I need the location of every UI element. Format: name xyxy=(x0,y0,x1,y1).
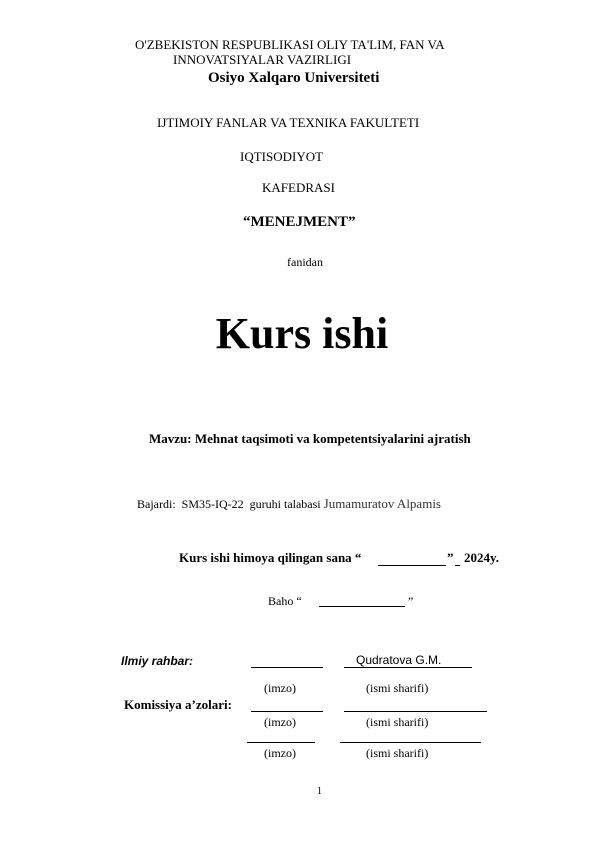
commission-name-line-1 xyxy=(344,711,487,712)
ministry-line-1: O'ZBEKISTON RESPUBLIKASI OLIY TA'LIM, FAN VA xyxy=(135,37,445,52)
ministry-line-2: INNOVATSIYALAR VAZIRLIGI xyxy=(173,52,352,67)
defense-date-blank xyxy=(378,565,446,566)
advisor-name-line xyxy=(344,667,472,668)
grade-blank xyxy=(319,606,405,607)
grade-close-quote: ” xyxy=(408,594,414,608)
commission-name-line-2 xyxy=(340,742,481,743)
page-number: 1 xyxy=(317,786,322,797)
defense-quote-underline xyxy=(455,565,460,566)
signature-caption-1: (imzo) xyxy=(264,681,296,695)
student-text: guruhi talabasi xyxy=(249,497,321,511)
university-name: Osiyo Xalqaro Universiteti xyxy=(208,70,380,86)
document-title: Kurs ishi xyxy=(215,309,389,358)
topic-line: Mavzu: Mehnat taqsimoti va kompetentsiyalarini ajratish xyxy=(149,431,471,446)
department-name: IQTISODIYOT xyxy=(240,149,324,164)
defense-close-quote: ” xyxy=(447,550,454,565)
advisor-label: Ilmiy rahbar: xyxy=(121,654,194,668)
faculty-name: IJTIMOIY FANLAR VA TEXNIKA FAKULTETI xyxy=(157,115,420,130)
grade-label: Baho “ xyxy=(268,594,302,608)
name-caption-2: (ismi sharifi) xyxy=(366,715,429,729)
subject-name: “MENEJMENT” xyxy=(243,214,356,230)
name-caption-3: (ismi sharifi) xyxy=(366,746,429,760)
defense-text: Kurs ishi himoya qilingan sana “ xyxy=(179,550,362,565)
group-code: SM35-IQ-22 xyxy=(181,497,244,511)
signature-caption-2: (imzo) xyxy=(264,715,296,729)
advisor-signature-line xyxy=(251,667,323,668)
student-name: Jumamuratov Alpamis xyxy=(323,496,441,511)
commission-label: Komissiya a’zolari: xyxy=(124,697,232,712)
commission-signature-line-1 xyxy=(251,711,323,712)
performer-line xyxy=(137,496,441,512)
defense-year: 2024y. xyxy=(464,550,500,565)
subject-suffix: fanidan xyxy=(287,255,323,269)
department-suffix: KAFEDRASI xyxy=(262,180,335,195)
advisor-name: Qudratova G.M. xyxy=(356,653,442,667)
commission-signature-line-2 xyxy=(247,742,315,743)
performer-label: Bajardi: xyxy=(137,497,176,511)
name-caption-1: (ismi sharifi) xyxy=(366,681,429,695)
signature-caption-3: (imzo) xyxy=(264,746,296,760)
